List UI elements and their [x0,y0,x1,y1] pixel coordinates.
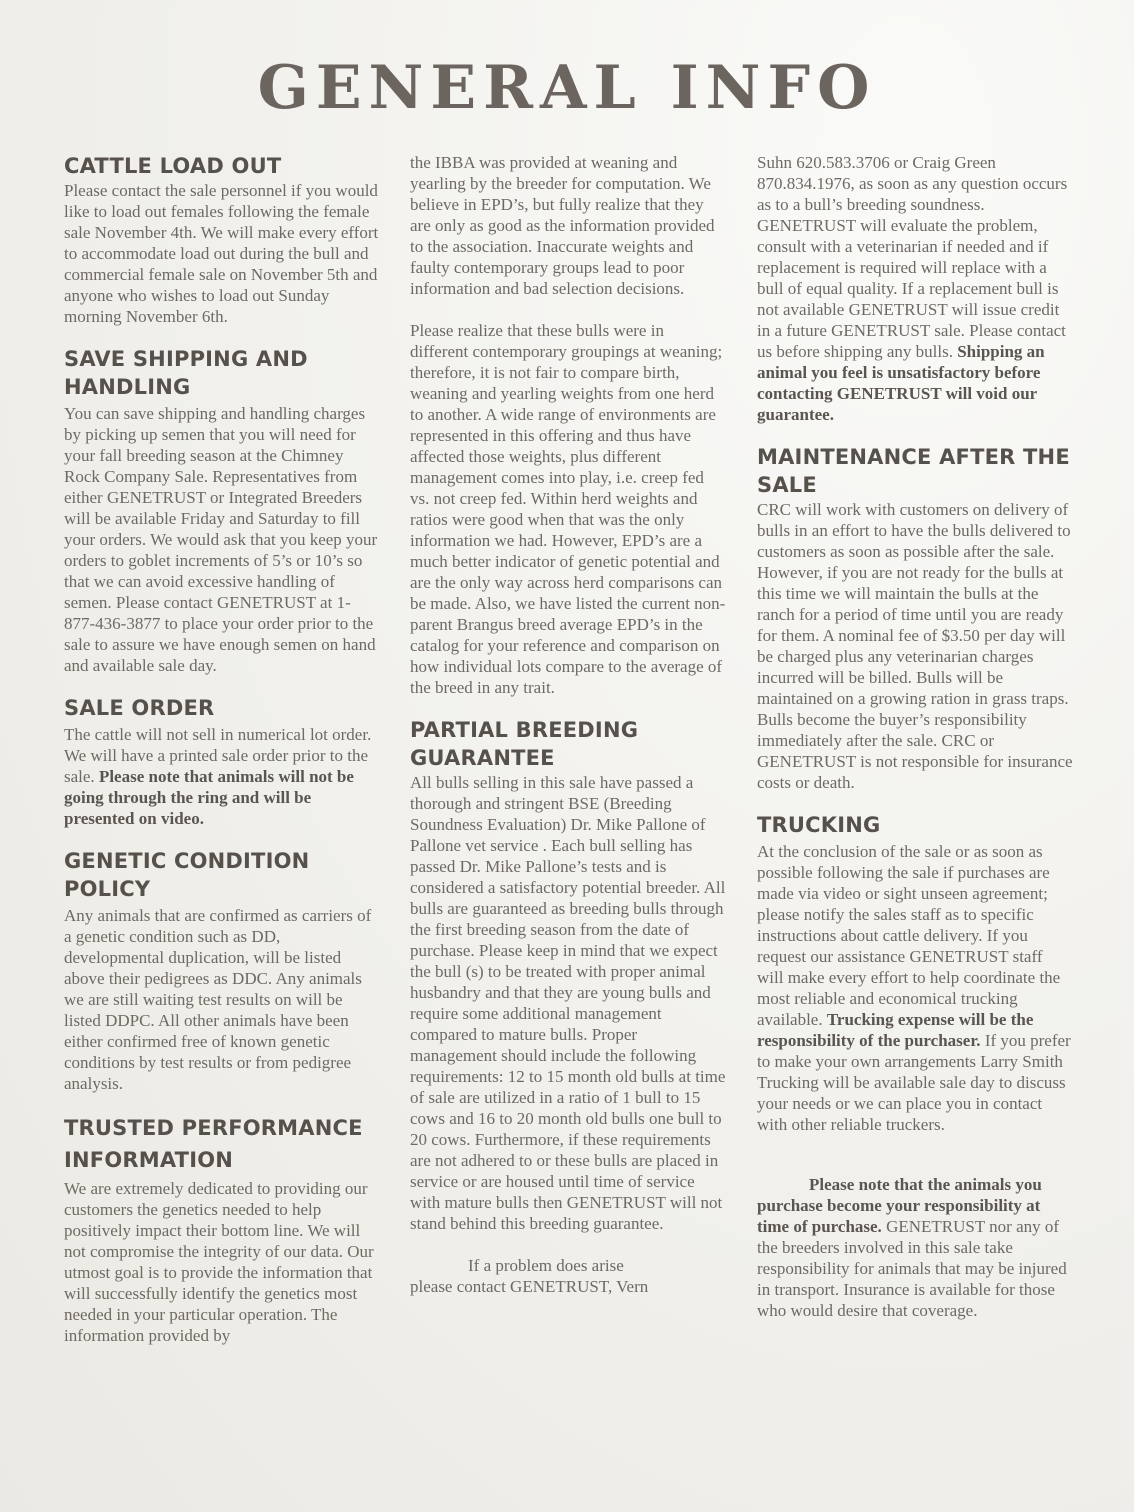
section-body: You can save shipping and handling charges by picking up semen that you will need for your fall breeding season at the Chimney Rock Company Sale. Representatives from either GENETRUST or Integrated Breeders will be available Friday and Saturday to fill your orders. We would ask that you keep your orders to goblet increments of 5’s or 10’s so that we can avoid excessive handling of semen. Please contact GENETRUST at 1-877-436-3877 to place your order prior to the sale to assure we have enough semen on hand and available sale day. [64,404,378,675]
continued-text: the IBBA was provided at weaning and yearling by the breeder for computation. We believe in EPD’s, but fully realize that they are only as good as the information provided to the association. Inaccurate weights and faulty contemporary groups lead to poor information and bad selection decisions. [410,153,715,298]
bold-note: Trucking expense will be the responsibility of the purchaser. [757,1010,1034,1050]
continued-text: Please realize that these bulls were in different contemporary groupings at weaning; therefore, it is not fair to compare birth, weaning and yearling weights from one herd to another. A wide range of environments are represented in this offering and thus have affected those weights, plus different management comes into play, i.e. creep fed vs. not creep fed. Within herd weights and ratios were good when that was the only information we had. However, EPD’s are a much better indicator of genetic potential and are the only way across herd comparisons can be made. Also, we have listed the current non-parent Brangus breed average EPD’s in the catalog for your reference and comparison on how individual lots compare to the average of the breed in any trait. [410,321,726,697]
section-heading: MAINTENANCE AFTER THE SALE [757,445,1070,497]
section-heading: TRUSTED PERFORMANCE INFORMATION [64,1116,363,1172]
section-genetic-condition [64,847,380,1094]
body-text: Suhn 620.583.3706 or Craig Green 870.834.1976, as soon as any question occurs as to a bull’s breeding soundness. GENETRUST will evaluate the problem, consult with a veterinarian if needed and if replacement is required will replace with a bull of equal quality. If a replacement bull is not available GENETRUST will issue credit in a future GENETRUST sale. Please contact us before shipping any bulls. [757,153,1068,361]
section-body [757,841,1073,1135]
page-title: GENERAL INFO [257,53,877,123]
section-heading: SAVE SHIPPING AND HANDLING [64,347,308,399]
section-heading: GENETIC CONDITION POLICY [64,849,310,901]
section-save-shipping [64,345,380,676]
section-body [64,724,380,829]
section-trucking [757,811,1073,1135]
section-sale-order [64,694,380,829]
section-heading: SALE ORDER [64,696,215,720]
section-body: All bulls selling in this sale have passed a thorough and stringent BSE (Breeding Soundness Evaluation) Dr. Mike Pallone of Pallone vet service . Each bull selling has passed Dr. Mike Pallone’s tests and is considered a satisfactory potential breeder. All bulls are guaranteed as breeding bulls through the first breeding season from the date of purchase. Please keep in mind that we expect the bull (s) to be treated with proper animal husbandry and that they are young bulls and require some additional management compared to mature bulls. Proper management should include the following requirements: 12 to 15 month old bulls at time of sale are utilized in a ratio of 1 bull to 15 cows and 16 to 20 month old bulls one bull to 20 cows. Furthermore, if these requirements are not adhered to or these bulls are placed in service or are housed until time of service with mature bulls then GENETRUST will not stand behind this breeding guarantee. [410,773,726,1233]
section-cattle-load-out [64,152,380,327]
continued-text [757,152,1073,425]
problem-line: If a problem does arise [468,1256,624,1275]
section-heading: PARTIAL BREEDING GUARANTEE [410,718,639,770]
body-text: GENETRUST nor any of the breeders involved in this sale take responsibility for animals that may be injured in transport. Insurance is available for those who would desire that coverage. [757,1217,1067,1320]
section-heading: CATTLE LOAD OUT [64,154,282,178]
section-maintenance [757,443,1073,793]
section-body: CRC will work with customers on delivery of bulls in an effort to have the bulls delivered to customers as soon as possible after the sale. However, if you are not ready for the bulls at this time we will maintain the bulls at the ranch for a period of time until you are ready for them. A nominal fee of $3.50 per day will be charged plus any veterinarian charges incurred will be billed. Bulls will be maintained on a growing ration in grass traps. Bulls become the buyer’s responsibility immediately after the sale. CRC or GENETRUST is not responsible for insurance costs or death. [757,500,1073,792]
responsibility-note [757,1174,1073,1321]
section-partial-breeding-guarantee [410,716,726,1297]
bold-note: Shipping an animal you feel is unsatisfactory before contacting GENETRUST will void our guarantee. [757,342,1045,424]
column-2 [410,152,726,1315]
section-body: Any animals that are confirmed as carriers of a genetic condition such as DD, developmental duplication, will be listed above their pedigrees as DDC. Any animals we are still waiting test results on will be listed DDPC. All other animals have been either confirmed free of known genetic conditions by test results or from pedigree analysis. [64,906,372,1093]
section-body: Please contact the sale personnel if you would like to load out females following the female sale November 4th. We will make every effort to accommodate load out during the bull and commercial female sale on November 5th and anyone who wishes to load out Sunday morning November 6th. [64,181,379,326]
section-heading: TRUCKING [757,813,881,837]
column-3 [757,152,1073,1321]
column-1 [64,152,380,1364]
bold-note: Please note that animals will not be going through the ring and will be presented on video. [64,767,354,828]
body-text: If you prefer to make your own arrangements Larry Smith Trucking will be available sale day to discuss your needs or we can place you in contact with other reliable truckers. [757,1031,1071,1134]
body-text: The cattle will not sell in numerical lot order. We will have a printed sale order prior to the sale. [64,725,372,786]
section-trusted-performance [64,1112,380,1346]
section-body: We are extremely dedicated to providing our customers the genetics needed to help positively impact their bottom line. We will not compromise the integrity of our data. Our utmost goal is to provide the information that will successfully identify the genetics most needed in your particular operation. The information provided by [64,1179,374,1345]
body-text: At the conclusion of the sale or as soon as possible following the sale if purchases are made via video or sight unseen agreement; please notify the sales staff as to specific instructions about cattle delivery. If you request our assistance GENETRUST staff will make every effort to help coordinate the most reliable and economical trucking available. [757,842,1061,1029]
problem-line: please contact GENETRUST, Vern [410,1277,649,1296]
bold-note: Please note that the animals you purchase become your responsibility at time of purchase. [757,1175,1042,1236]
